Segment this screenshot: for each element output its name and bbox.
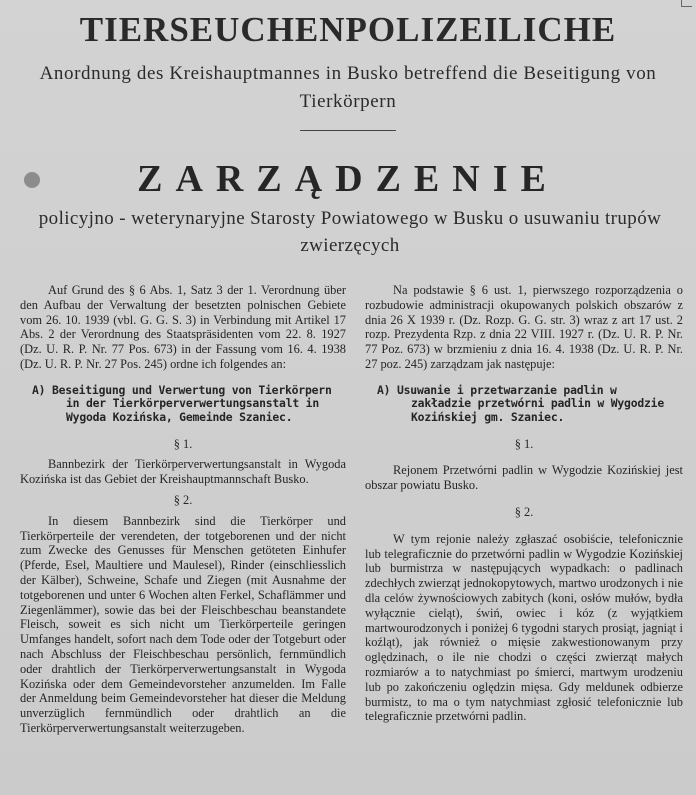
polish-column (365, 283, 683, 724)
polish-subtitle: policyjno - weterynaryjne Starosty Powiatowego w Busku o usuwaniu trupów zwierzęcych (38, 208, 662, 256)
german-paragraph-2-label: § 2. (173, 492, 193, 507)
polish-section-a-heading: A) Usuwanie i przetwarzanie padlin w zakładzie przetwórni padlin w Wygodzie Kozińskiej gm. Szaniec. (377, 382, 664, 424)
title-divider (300, 130, 396, 131)
corner-mark (681, 0, 692, 7)
german-title: TIERSEUCHENPOLIZEILICHE (79, 10, 617, 49)
polish-paragraph-2-text: W tym rejonie należy zgłaszać osobiście, telefonicznie lub telegraficznie do przetwórni padlin w Wygodzie Kozińskiej lub burmistrza w następujących wypadkach: o padlinach zdechłych zwierząt jednokopytowych, martwo urodzonych i nie dla celów żywnościowych zabitych (koni, osłów mułów, bydła wyłącznie cieląt), świń, owiec i kóz (z wyjątkiem martwourodzonych i poniżej 6 tygodni starych prosiąt, jagniąt i koźląt), jak również o mięsie zakwestionowanym przy oględzinach, o ile nie chodzi o części zwierząt małych rozmiarów a to natychmiast po śmierci, martwym urodzeniu lub po zakończeniu oględzin mięsa. Gdy meldunek odbierze burmistz, to ma o tym natychmiast zgłosić telefonicznie lub telegraficznie przetwórni padlin. (365, 531, 683, 724)
german-subtitle: Anordnung des Kreishauptmannes in Busko betreffend die Beseitigung von Tierkörpern (39, 63, 657, 112)
polish-paragraph-2-label: § 2. (514, 504, 534, 519)
german-column (20, 283, 346, 736)
german-paragraph-1-label: § 1. (173, 436, 193, 451)
polish-paragraph-1-label: § 1. (514, 436, 534, 451)
polish-paragraph-1-text: Rejonem Przetwórni padlin w Wygodzie Kozińskiej jest obszar powiatu Busko. (365, 463, 683, 493)
polish-title: ZARZĄDZENIE (137, 158, 559, 200)
polish-intro: Na podstawie § 6 ust. 1, pierwszego rozporządzenia o rozbudowie administracji okupowanych polskich obszarów z dnia 26 X 1939 r. (Dz. Rozp. G. G. str. 3) wraz z art 17 ust. 2 rozp. Prezydenta Rzp. z dnia 22 VIII. 1927 r. (Dz. U. R. P. Nr. 77 Poz. 673) w brzmieniu z dnia 16. 4. 1938 (Dz. U. R. P. Nr. 27 poz. 245) zarządzam jak następuje: (365, 283, 683, 371)
german-paragraph-1-text: Bannbezirk der Tierkörperverwertungsanstalt in Wygoda Kozińska ist das Gebiet der Kreishauptmannschaft Busko. (20, 457, 346, 487)
german-section-a-heading: A) Beseitigung und Verwertung von Tierkörpern in der Tierkörperverwertungsanstalt in Wygoda Kozińska, Gemeinde Szaniec. (32, 382, 332, 424)
german-intro: Auf Grund des § 6 Abs. 1, Satz 3 der 1. Verordnung über den Aufbau der Verwaltung der besetzten polnischen Gebiete vom 26. 10. 1939 (vbl. G. G. S. 3) in Verbindung mit Artikel 17 Abs. 2 der Verordnung des Staatspräsidenten vom 22. 8. 1927 (Dz. U. R. P. Nr. 77 Pos. 673) in der Fassung vom 16. 4. 1938 (Dz. U. R. P. Nr. 27 Pos. 245) ordne ich folgendes an: (20, 283, 346, 371)
german-paragraph-2-text: In diesem Bannbezirk sind die Tierkörper und Tierkörperteile der verendeten, der totgeborenen und der nicht zum Zwecke des Genusses für Menschen getöteten Einhufer (Pferde, Esel, Maultiere und Maulesel), Rinder (einschliesslich der Kälber), Schweine, Schafe und Ziegen (mit Ausnahme der totgeborenen und unter 6 Wochen alten Ferkel, Schaflämmer und Ziegenlämmer), sowie das bei der Fleischbeschau beanstandete Fleisch, soweit es sich nicht um Tierkörperteile geringen Umfanges handelt, sofort nach dem Tode oder der Totgeburt oder nach Abschluss der Fleischbeschau persönlich, fernmündlich oder drahtlich der Tierkörperverwertungsanstalt in Wygoda Kozińska oder dem Gemeindevorsteher anzumelden. Im Falle der Anmeldung beim Gemeindevorsteher hat dieser die Meldung unverzüglich fernmündlich oder drahtlich an die Tierkörperverwertungsanstalt weiterzugeben. (20, 513, 346, 735)
